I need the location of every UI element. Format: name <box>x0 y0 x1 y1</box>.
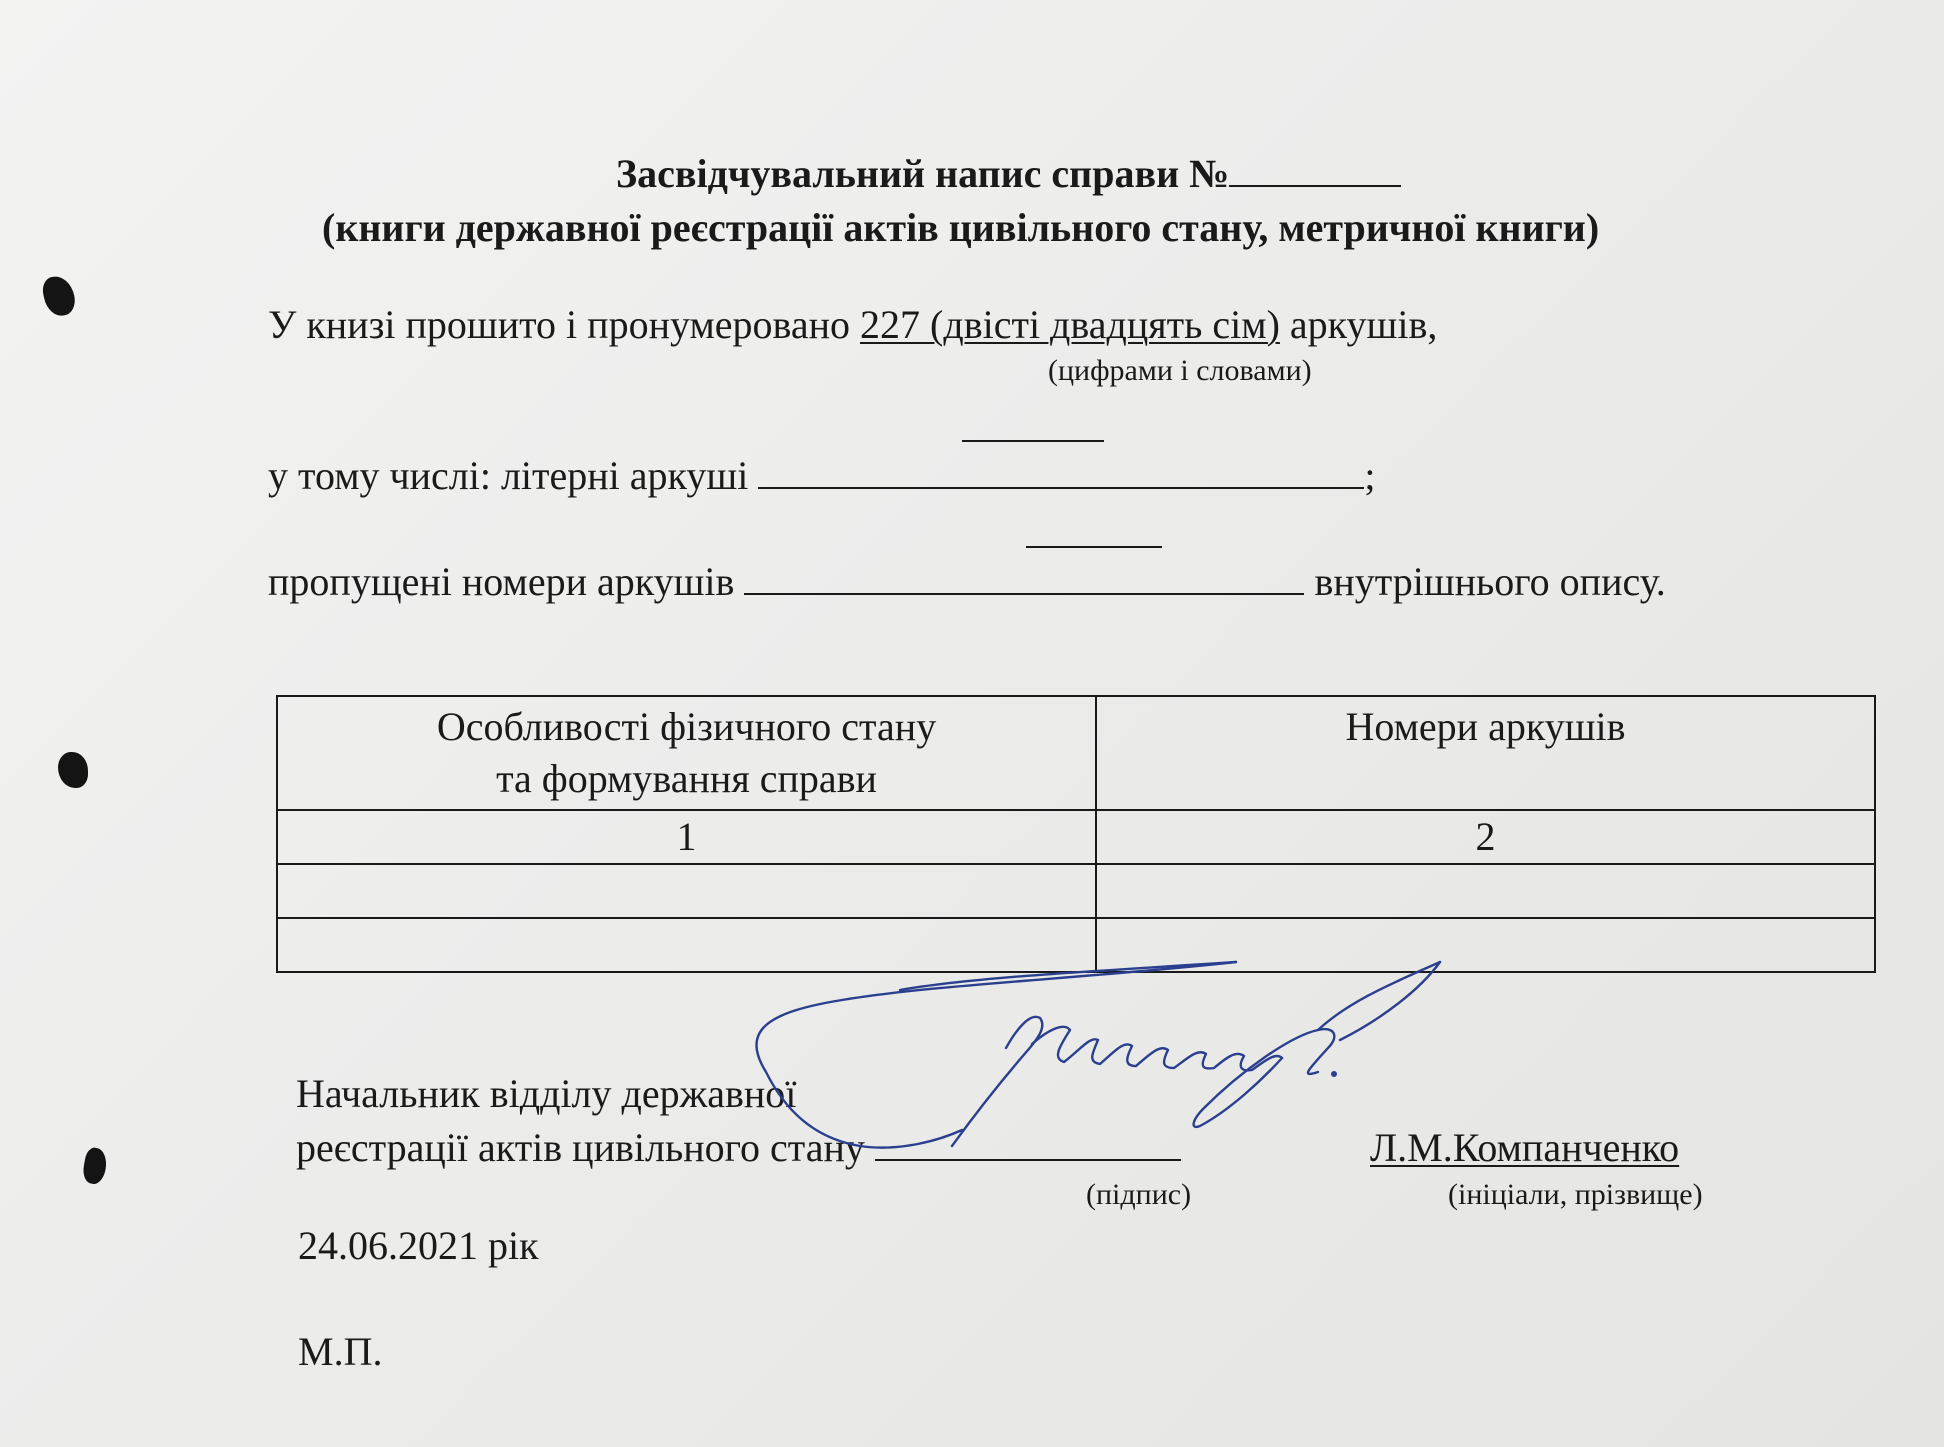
letter-sheets-label: у тому числі: літерні аркуші <box>268 453 749 498</box>
sign-date: 24.06.2021 рік <box>298 1223 539 1268</box>
table-header-cell <box>277 696 1096 810</box>
physical-state-table <box>276 695 1876 973</box>
table-cell <box>1096 918 1875 972</box>
table-cell <box>277 864 1096 918</box>
sheets-count-hint: (цифрами і словами) <box>1048 354 1312 387</box>
table-header-line: та формування справи <box>496 756 877 801</box>
binding-hole-bottom <box>81 1146 109 1185</box>
signature-blank <box>875 1129 1181 1161</box>
letter-sheets-dash <box>962 440 1104 442</box>
document-title <box>616 150 1401 197</box>
seal-place: М.П. <box>298 1329 383 1374</box>
title-text: Засвідчувальний напис справи № <box>616 151 1230 196</box>
missing-sheets-label: пропущені номери аркушів <box>268 559 735 604</box>
binding-hole-middle <box>58 752 88 788</box>
letter-sheets-blank <box>758 457 1364 489</box>
table-row <box>277 864 1875 918</box>
letter-sheets-end: ; <box>1364 453 1376 498</box>
table-cell: 1 <box>277 810 1096 864</box>
table-header-line: Номери аркушів <box>1345 704 1626 749</box>
table-header-row <box>277 696 1875 810</box>
case-number-blank <box>1229 155 1401 187</box>
table-header-line: Особливості фізичного стану <box>436 704 937 749</box>
sheets-prefix: У книзі прошито і пронумеровано <box>268 302 851 347</box>
table-cell <box>1096 864 1875 918</box>
sheets-suffix: аркушів, <box>1289 302 1438 347</box>
letter-sheets-line <box>268 452 1375 499</box>
position-line-2-text: реєстрації актів цивільного стану <box>296 1125 865 1170</box>
position-line-1: Начальник відділу державної <box>296 1071 797 1116</box>
table-number-row <box>277 810 1875 864</box>
table-header-cell <box>1096 696 1875 810</box>
position-line-2 <box>296 1124 1181 1171</box>
binding-hole-top <box>40 273 78 318</box>
missing-sheets-blank <box>744 563 1304 595</box>
table-row <box>277 918 1875 972</box>
table-cell <box>277 918 1096 972</box>
table-cell: 2 <box>1096 810 1875 864</box>
missing-sheets-dash <box>1026 546 1162 548</box>
missing-sheets-end: внутрішнього опису. <box>1314 559 1666 604</box>
signature-hint: (підпис) <box>1086 1178 1192 1211</box>
sheets-count-value: 227 (двісті двадцять сім) <box>860 302 1280 347</box>
missing-sheets-line <box>268 558 1666 605</box>
official-name: Л.М.Компанченко <box>1370 1125 1680 1170</box>
sheets-count-line <box>268 301 1437 348</box>
name-hint: (ініціали, прізвище) <box>1448 1178 1703 1211</box>
signature-dot <box>1331 1071 1337 1077</box>
document-subtitle: (книги державної реєстрації актів цивільного стану, метричної книги) <box>322 205 1600 250</box>
